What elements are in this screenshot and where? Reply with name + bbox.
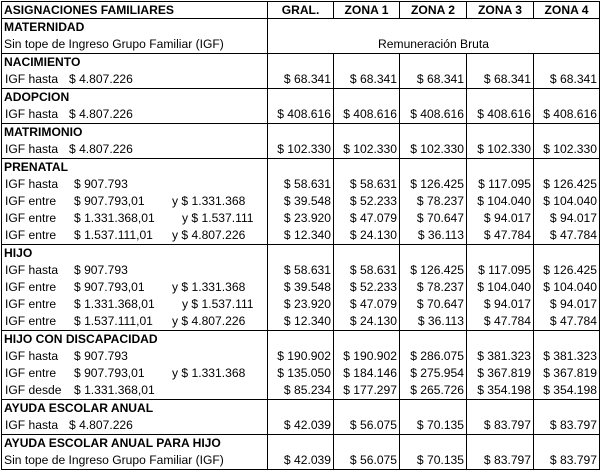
amount-cell: $ 367.819 <box>534 365 600 382</box>
table-row <box>2 227 600 245</box>
amount-cell: $ 36.113 <box>400 227 467 245</box>
amount-cell: $ 94.017 <box>467 210 534 227</box>
amount-cell: $ 58.631 <box>268 262 334 279</box>
empty-cell <box>268 89 334 107</box>
amount-cell: $ 408.616 <box>467 106 534 124</box>
amount-cell: $ 83.797 <box>534 417 600 435</box>
empty-cell <box>534 331 600 349</box>
amount-cell: $ 83.797 <box>534 452 600 470</box>
amount-cell: $ 184.146 <box>334 365 400 382</box>
label-part: IGF entre <box>5 228 57 242</box>
label-part: IGF hasta <box>5 263 59 277</box>
amount-cell: $ 39.548 <box>268 193 334 210</box>
amount-cell: $ 52.233 <box>334 193 400 210</box>
amount-cell: $ 24.130 <box>334 227 400 245</box>
label-part: $ 4.807.226 <box>69 142 133 156</box>
label-part: $ 907.793,01 <box>74 194 145 208</box>
empty-cell <box>268 331 334 349</box>
empty-cell <box>268 400 334 418</box>
amount-cell: $ 42.039 <box>268 417 334 435</box>
amount-cell: $ 58.631 <box>334 262 400 279</box>
empty-cell <box>2 176 268 193</box>
empty-cell <box>334 124 400 142</box>
empty-cell <box>400 89 467 107</box>
section-title: PRENATAL <box>2 159 268 177</box>
section-ayuda-escolar-hijo <box>2 435 600 453</box>
empty-cell <box>268 245 334 263</box>
spacer <box>268 19 600 37</box>
amount-cell: $ 56.075 <box>334 417 400 435</box>
empty-cell <box>534 400 600 418</box>
row-label <box>2 141 268 159</box>
empty-cell <box>2 193 268 210</box>
amount-cell: $ 85.234 <box>268 382 334 400</box>
amount-cell: $ 177.297 <box>334 382 400 400</box>
empty-cell <box>2 279 268 296</box>
amount-cell: $ 83.797 <box>467 452 534 470</box>
amount-cell: $ 135.050 <box>268 365 334 382</box>
empty-cell <box>2 262 268 279</box>
section-title: HIJO CON DISCAPACIDAD <box>2 331 268 349</box>
label-part: IGF desde <box>5 383 62 397</box>
amount-cell: $ 102.330 <box>334 141 400 159</box>
amount-cell: $ 126.425 <box>534 262 600 279</box>
amount-cell: $ 102.330 <box>467 141 534 159</box>
amount-cell: $ 47.784 <box>467 313 534 331</box>
asignaciones-table <box>1 1 600 470</box>
empty-cell <box>534 159 600 177</box>
amount-cell: $ 12.340 <box>268 227 334 245</box>
table-row <box>2 365 600 382</box>
empty-cell <box>334 89 400 107</box>
section-maternidad <box>2 19 600 37</box>
amount-cell: $ 47.784 <box>534 227 600 245</box>
table-row <box>2 193 600 210</box>
empty-cell <box>400 331 467 349</box>
amount-cell: $ 408.616 <box>400 106 467 124</box>
label-part: $ 1.537.111,01 <box>74 314 153 328</box>
empty-cell <box>400 400 467 418</box>
section-hijo-discapacidad <box>2 331 600 349</box>
empty-cell <box>2 210 268 227</box>
label-part: IGF entre <box>5 366 57 380</box>
empty-cell <box>467 245 534 263</box>
amount-cell: $ 56.075 <box>334 452 400 470</box>
col-zona-2: ZONA 2 <box>400 2 467 19</box>
maternidad-note: Sin tope de Ingreso Grupo Familiar (IGF) <box>2 36 268 54</box>
table-row <box>2 141 600 159</box>
empty-cell <box>268 435 334 453</box>
label-part: $ 907.793 <box>74 177 128 191</box>
header-row <box>2 2 600 19</box>
table-row <box>2 452 600 470</box>
empty-cell <box>400 124 467 142</box>
col-zona-1: ZONA 1 <box>334 2 400 19</box>
label-part: $ 907.793,01 <box>74 280 145 294</box>
amount-cell: $ 83.797 <box>467 417 534 435</box>
table-row <box>2 296 600 313</box>
table-row <box>2 176 600 193</box>
label-part: IGF entre <box>5 314 57 328</box>
amount-cell: $ 354.198 <box>534 382 600 400</box>
amount-cell: $ 12.340 <box>268 313 334 331</box>
empty-cell <box>400 159 467 177</box>
amount-cell: $ 104.040 <box>467 193 534 210</box>
amount-cell: $ 94.017 <box>534 296 600 313</box>
label-part: IGF hasta <box>5 142 59 156</box>
label-part: $ 4.807.226 <box>69 418 133 432</box>
amount-cell: $ 104.040 <box>534 193 600 210</box>
amount-cell: $ 42.039 <box>268 452 334 470</box>
amount-cell: $ 367.819 <box>467 365 534 382</box>
label-part: y $ 4.807.226 <box>172 314 246 328</box>
empty-cell <box>2 417 268 435</box>
amount-cell: $ 126.425 <box>400 262 467 279</box>
amount-cell: $ 381.323 <box>467 348 534 365</box>
empty-cell <box>534 54 600 72</box>
empty-cell <box>467 159 534 177</box>
table-row <box>2 417 600 435</box>
label-part: y $ 1.331.368 <box>172 366 246 380</box>
section-adopcion <box>2 89 600 107</box>
table-row <box>2 210 600 227</box>
amount-cell: $ 47.079 <box>334 296 400 313</box>
empty-cell <box>2 227 268 245</box>
amount-cell: $ 36.113 <box>400 313 467 331</box>
label-part: IGF entre <box>5 280 57 294</box>
label-part: $ 1.331.368,01 <box>74 383 155 397</box>
amount-cell: $ 408.616 <box>268 106 334 124</box>
amount-cell: $ 354.198 <box>467 382 534 400</box>
table-row <box>2 313 600 331</box>
section-title: HIJO <box>2 245 268 263</box>
empty-cell <box>534 435 600 453</box>
label-part: y $ 1.331.368 <box>172 194 246 208</box>
amount-cell: $ 275.954 <box>400 365 467 382</box>
amount-cell: $ 381.323 <box>534 348 600 365</box>
amount-cell: $ 190.902 <box>334 348 400 365</box>
empty-cell <box>400 54 467 72</box>
empty-cell <box>334 159 400 177</box>
col-zona-3: ZONA 3 <box>467 2 534 19</box>
amount-cell: $ 126.425 <box>400 176 467 193</box>
amount-cell: $ 68.341 <box>534 71 600 89</box>
amount-cell: $ 78.237 <box>400 279 467 296</box>
col-zona-4: ZONA 4 <box>534 2 600 19</box>
empty-cell <box>467 400 534 418</box>
amount-cell: $ 408.616 <box>334 106 400 124</box>
section-title: MATRIMONIO <box>2 124 268 142</box>
empty-cell <box>334 54 400 72</box>
label-part: $ 4.807.226 <box>69 107 133 121</box>
amount-cell: $ 39.548 <box>268 279 334 296</box>
table-row <box>2 279 600 296</box>
amount-cell: $ 70.647 <box>400 296 467 313</box>
row-label: Sin tope de Ingreso Grupo Familiar (IGF) <box>2 452 268 470</box>
empty-cell <box>534 124 600 142</box>
empty-cell <box>2 313 268 331</box>
amount-cell: $ 117.095 <box>467 176 534 193</box>
amount-cell: $ 286.075 <box>400 348 467 365</box>
label-part: y $ 1.537.111 <box>182 297 254 311</box>
amount-cell: $ 78.237 <box>400 193 467 210</box>
section-ayuda-escolar <box>2 400 600 418</box>
col-gral: GRAL. <box>268 2 334 19</box>
empty-cell <box>467 124 534 142</box>
amount-cell: $ 47.784 <box>534 313 600 331</box>
label-part: y $ 1.537.111 <box>182 211 254 225</box>
empty-cell <box>2 382 268 400</box>
amount-cell: $ 70.647 <box>400 210 467 227</box>
amount-cell: $ 68.341 <box>334 71 400 89</box>
section-title: NACIMIENTO <box>2 54 268 72</box>
label-part: IGF entre <box>5 194 57 208</box>
label-part: $ 1.331.368,01 <box>74 211 155 225</box>
label-part: $ 1.537.111,01 <box>74 228 153 242</box>
empty-cell <box>400 245 467 263</box>
table-row <box>2 262 600 279</box>
amount-cell: $ 68.341 <box>268 71 334 89</box>
label-part: y $ 4.807.226 <box>172 228 246 242</box>
empty-cell <box>467 331 534 349</box>
label-part: IGF entre <box>5 211 57 225</box>
section-title: AYUDA ESCOLAR ANUAL <box>2 400 268 418</box>
empty-cell <box>2 365 268 382</box>
amount-cell: $ 47.784 <box>467 227 534 245</box>
amount-cell: $ 265.726 <box>400 382 467 400</box>
amount-cell: $ 68.341 <box>400 71 467 89</box>
remuneracion-bruta: Remuneración Bruta <box>268 36 600 54</box>
label-part: $ 4.807.226 <box>69 72 133 86</box>
label-part: y $ 1.331.368 <box>172 280 246 294</box>
amount-cell: $ 104.040 <box>534 279 600 296</box>
section-title: AYUDA ESCOLAR ANUAL PARA HIJO <box>2 435 268 453</box>
row-label <box>2 106 268 124</box>
amount-cell: $ 102.330 <box>400 141 467 159</box>
empty-cell <box>467 435 534 453</box>
section-prenatal <box>2 159 600 177</box>
amount-cell: $ 58.631 <box>334 176 400 193</box>
amount-cell: $ 94.017 <box>534 210 600 227</box>
amount-cell: $ 102.330 <box>268 141 334 159</box>
empty-cell <box>2 348 268 365</box>
table-row <box>2 382 600 400</box>
empty-cell <box>534 245 600 263</box>
section-title: ADOPCION <box>2 89 268 107</box>
label-part: IGF hasta <box>5 107 59 121</box>
table-row <box>2 71 600 89</box>
section-matrimonio <box>2 124 600 142</box>
amount-cell: $ 58.631 <box>268 176 334 193</box>
label-part: IGF hasta <box>5 418 59 432</box>
empty-cell <box>400 435 467 453</box>
table-title: ASIGNACIONES FAMILIARES <box>2 2 268 19</box>
amount-cell: $ 408.616 <box>534 106 600 124</box>
amount-cell: $ 68.341 <box>467 71 534 89</box>
section-hijo <box>2 245 600 263</box>
empty-cell <box>334 245 400 263</box>
section-title: MATERNIDAD <box>2 19 268 37</box>
amount-cell: $ 23.920 <box>268 210 334 227</box>
amount-cell: $ 190.902 <box>268 348 334 365</box>
empty-cell <box>334 400 400 418</box>
table-row <box>2 348 600 365</box>
table-row <box>2 106 600 124</box>
amount-cell: $ 126.425 <box>534 176 600 193</box>
amount-cell: $ 70.135 <box>400 452 467 470</box>
table-row <box>2 36 600 54</box>
section-nacimiento <box>2 54 600 72</box>
amount-cell: $ 23.920 <box>268 296 334 313</box>
empty-cell <box>334 435 400 453</box>
label-part: IGF entre <box>5 297 57 311</box>
label-part: IGF hasta <box>5 177 59 191</box>
empty-cell <box>534 89 600 107</box>
amount-cell: $ 117.095 <box>467 262 534 279</box>
amount-cell: $ 24.130 <box>334 313 400 331</box>
label-part: $ 1.331.368,01 <box>74 297 155 311</box>
amount-cell: $ 47.079 <box>334 210 400 227</box>
label-part: IGF hasta <box>5 72 59 86</box>
empty-cell <box>2 296 268 313</box>
label-part: $ 907.793 <box>74 263 128 277</box>
label-part: $ 907.793,01 <box>74 366 145 380</box>
amount-cell: $ 102.330 <box>534 141 600 159</box>
empty-cell <box>467 89 534 107</box>
amount-cell: $ 70.135 <box>400 417 467 435</box>
empty-cell <box>268 124 334 142</box>
amount-cell: $ 104.040 <box>467 279 534 296</box>
label-part: $ 907.793 <box>74 349 128 363</box>
empty-cell <box>467 54 534 72</box>
empty-cell <box>268 159 334 177</box>
amount-cell: $ 52.233 <box>334 279 400 296</box>
empty-cell <box>268 54 334 72</box>
label-part: IGF hasta <box>5 349 59 363</box>
amount-cell: $ 94.017 <box>467 296 534 313</box>
empty-cell <box>334 331 400 349</box>
row-label <box>2 71 268 89</box>
